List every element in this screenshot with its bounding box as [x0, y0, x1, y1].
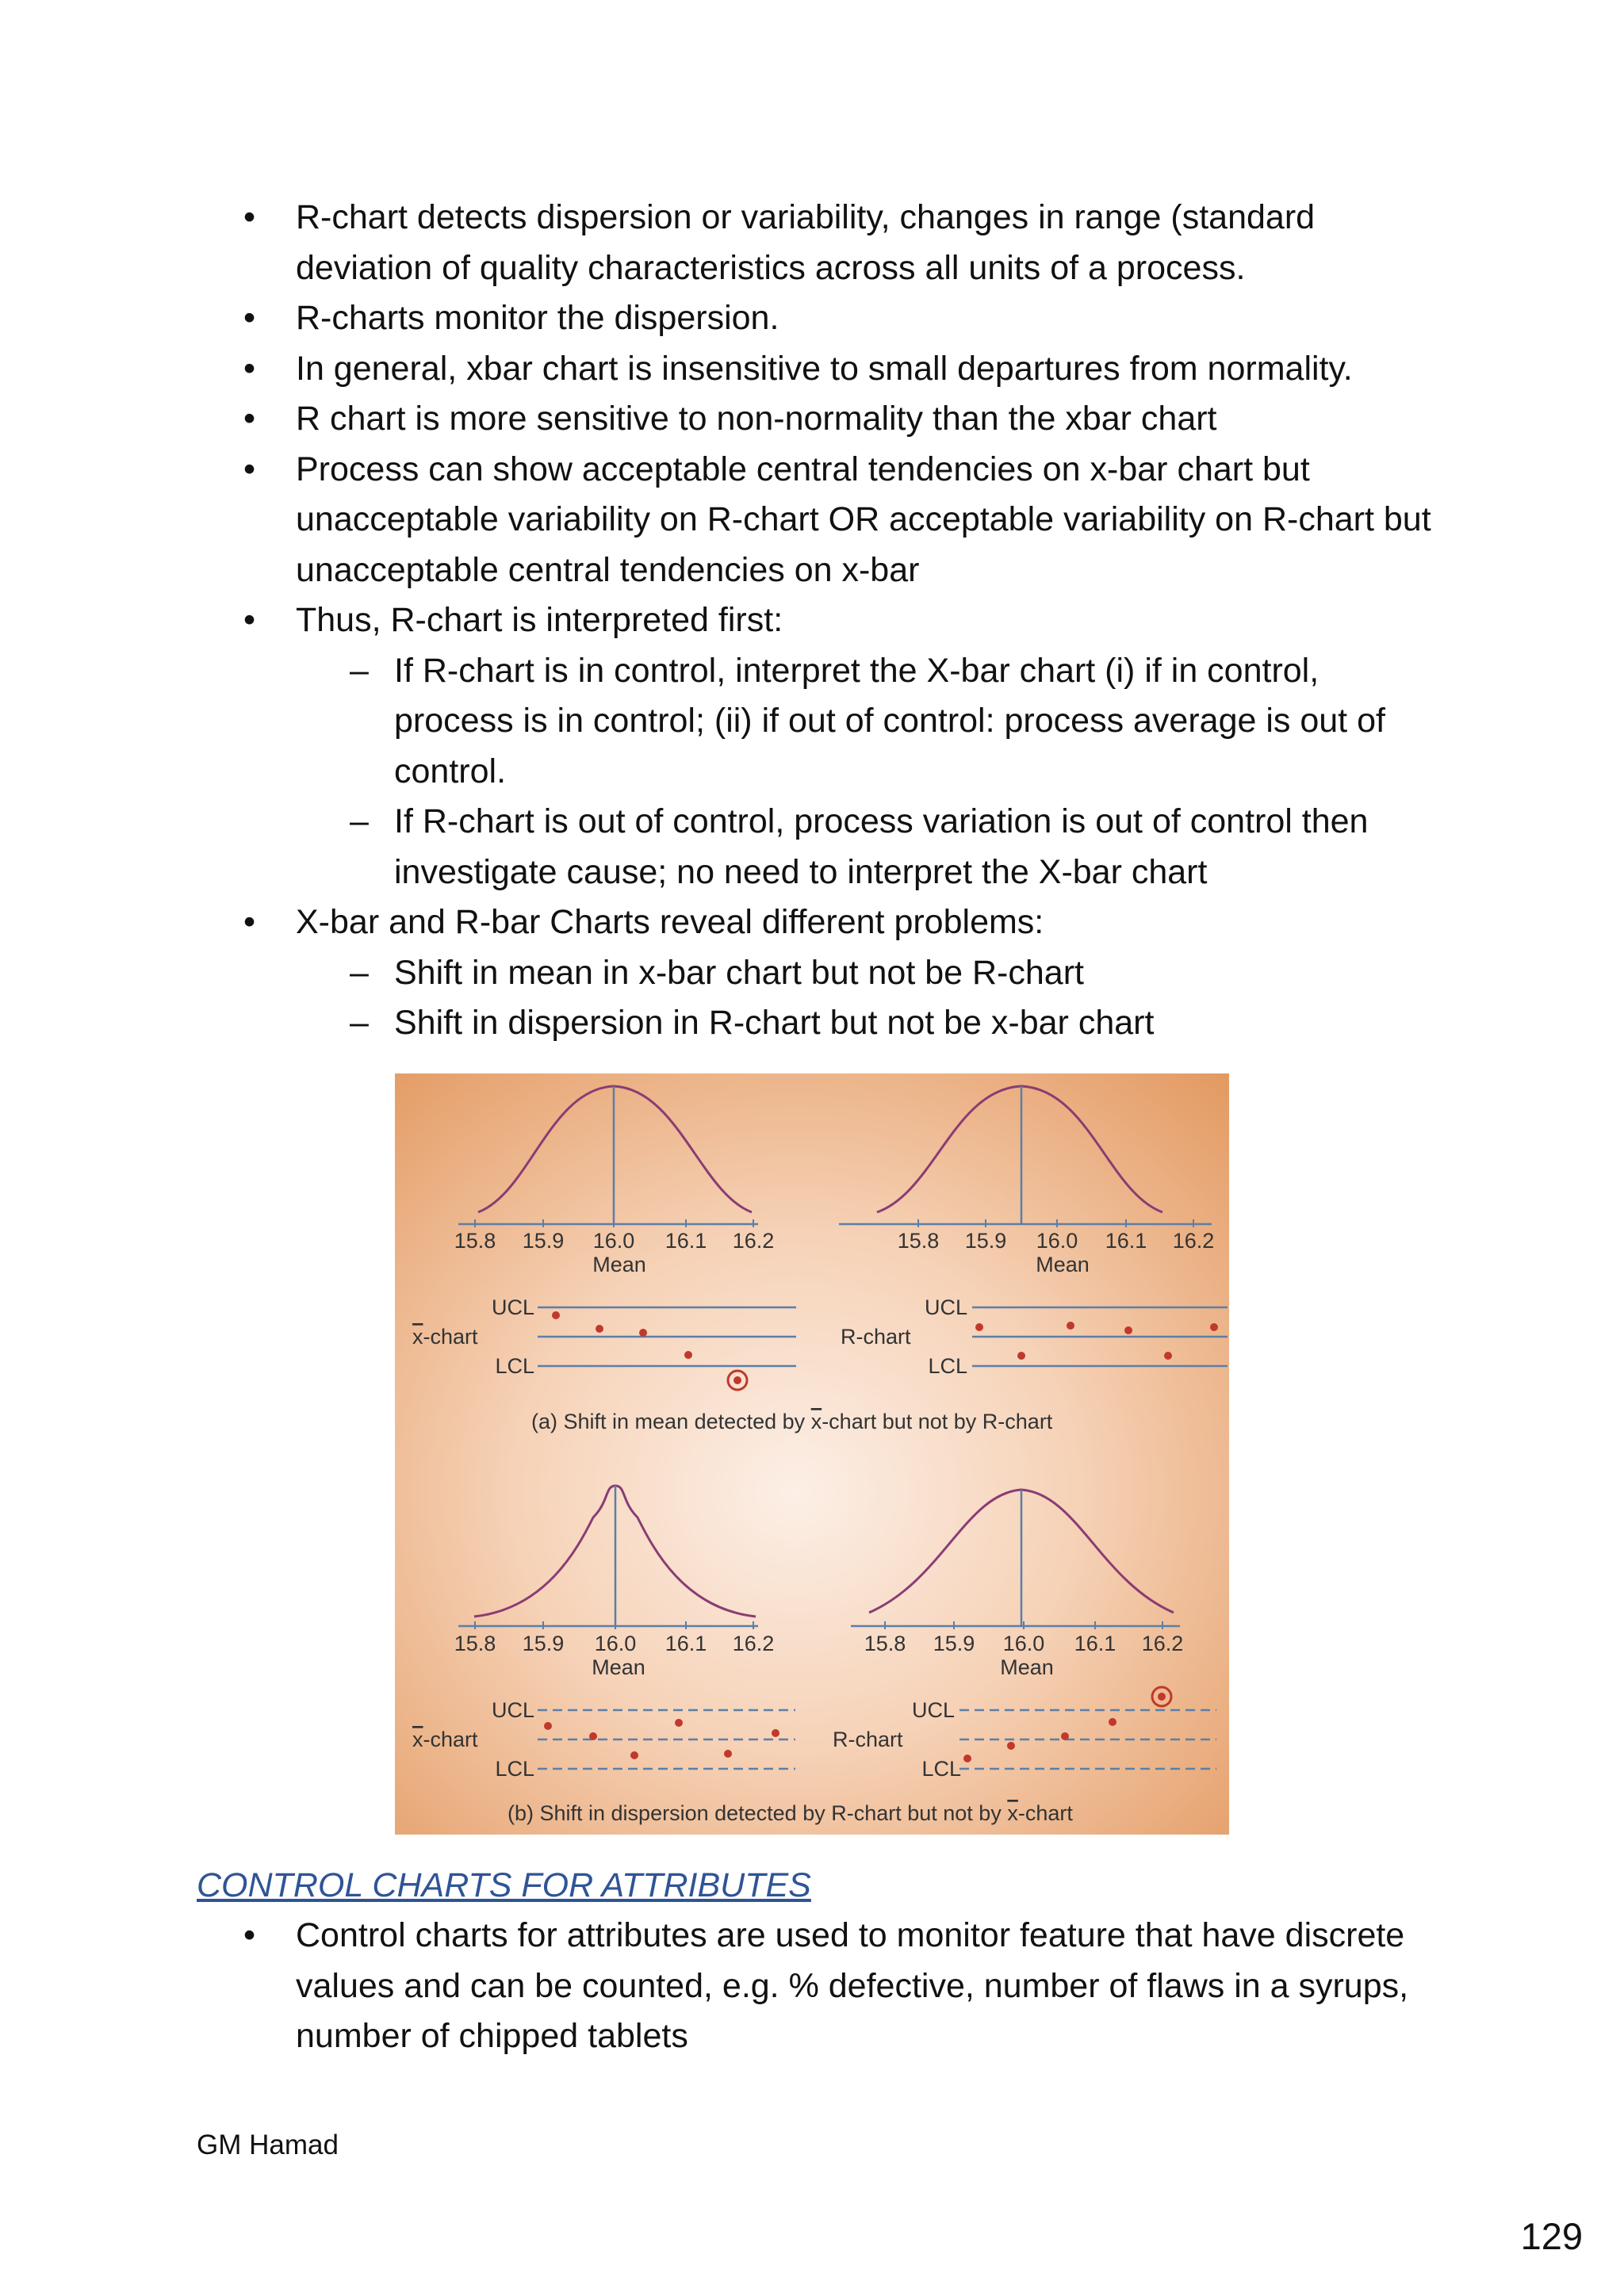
bullet-list-bottom	[242, 1911, 1447, 2062]
xbar-symbol: x	[412, 1728, 423, 1751]
ucl-label: UCL	[491, 1698, 534, 1722]
tick-label: 15.9	[522, 1229, 565, 1253]
lcl-label: LCL	[921, 1757, 961, 1781]
sub-item	[296, 797, 1447, 897]
data-point	[1067, 1322, 1074, 1330]
lcl-label: LCL	[495, 1354, 534, 1378]
data-point	[639, 1329, 647, 1337]
caption-text: -chart but not by R-chart	[822, 1410, 1053, 1433]
tick-label: 16.0	[1002, 1632, 1045, 1655]
sub-item	[296, 646, 1447, 798]
sub-text: Shift in mean in x-bar chart but not be R-chart	[394, 953, 1084, 992]
tick-label: 16.1	[665, 1632, 707, 1655]
r-chart-label: R-chart	[833, 1728, 903, 1751]
sub-item	[296, 998, 1447, 1049]
ucl-label: UCL	[491, 1295, 534, 1319]
axis-label: Mean	[1000, 1655, 1054, 1679]
tick-label: 15.8	[454, 1229, 496, 1253]
xbar-chart-label	[412, 1728, 478, 1751]
tick-label: 16.2	[732, 1632, 775, 1655]
tick-label: 16.0	[592, 1229, 635, 1253]
bullet-item	[242, 344, 1447, 395]
r-chart-label: R-chart	[841, 1325, 911, 1349]
data-point	[963, 1755, 971, 1762]
sub-list	[296, 646, 1447, 898]
data-point	[733, 1376, 741, 1384]
tick-label: 15.8	[454, 1632, 496, 1655]
tick-label: 15.9	[522, 1632, 565, 1655]
section-heading: CONTROL CHARTS FOR ATTRIBUTES	[197, 1866, 811, 1904]
caption-text: -chart	[1017, 1801, 1073, 1825]
axis-label: Mean	[592, 1655, 645, 1679]
sub-item	[296, 948, 1447, 999]
tick-label: 16.2	[1141, 1632, 1184, 1655]
bullet-text: R chart is more sensitive to non-normality than the xbar chart	[296, 400, 1217, 438]
data-point	[1158, 1693, 1166, 1701]
bullet-item	[242, 595, 1447, 897]
data-point	[1007, 1742, 1015, 1750]
chart-suffix: -chart	[423, 1728, 478, 1751]
bullet-item	[242, 293, 1447, 344]
sub-list	[296, 948, 1447, 1049]
bullet-item	[242, 897, 1447, 1049]
bullet-item	[242, 1911, 1447, 2062]
data-point	[544, 1722, 552, 1730]
bullet-text: R-charts monitor the dispersion.	[296, 299, 779, 337]
data-point	[724, 1750, 732, 1758]
xbar-symbol: x	[1007, 1801, 1018, 1825]
tick-label: 15.8	[864, 1632, 906, 1655]
sub-text: If R-chart is out of control, process variation is out of control then investigate cause; no need to interpret the X-bar chart	[394, 802, 1369, 891]
xbar-symbol: x	[412, 1325, 423, 1349]
data-point	[1164, 1352, 1172, 1360]
data-point	[975, 1323, 983, 1331]
data-point	[552, 1311, 560, 1319]
caption-text: (b) Shift in dispersion detected by R-chart but not by	[508, 1801, 1008, 1825]
bullet-text: Thus, R-chart is interpreted first:	[296, 601, 783, 639]
data-point	[684, 1351, 692, 1359]
data-point	[1061, 1732, 1069, 1740]
bullet-list-top	[242, 193, 1447, 1049]
control-chart-figure	[395, 1073, 1229, 1835]
tick-label: 15.9	[964, 1229, 1007, 1253]
bullet-item	[242, 193, 1447, 293]
tick-label: 15.8	[897, 1229, 940, 1253]
data-point	[630, 1751, 638, 1759]
axis-label: Mean	[1036, 1253, 1090, 1276]
tick-label: 16.2	[1172, 1229, 1215, 1253]
lcl-label: LCL	[495, 1757, 534, 1781]
tick-label: 16.1	[665, 1229, 707, 1253]
bullet-item	[242, 445, 1447, 596]
bullet-text: Process can show acceptable central tendencies on x-bar chart but unacceptable variability on R-chart OR acceptable variability on R-chart but unacceptable central tendencies on x-bar	[296, 450, 1431, 589]
caption-a	[531, 1410, 1053, 1433]
bullet-text: R-chart detects dispersion or variability, changes in range (standard deviation of quality characteristics across all units of a process.	[296, 198, 1316, 287]
data-point	[772, 1729, 779, 1737]
sub-text: Shift in dispersion in R-chart but not be x-bar chart	[394, 1004, 1155, 1042]
data-point	[1124, 1326, 1132, 1334]
tick-label: 16.1	[1074, 1632, 1116, 1655]
tick-label: 16.0	[1036, 1229, 1078, 1253]
bullet-item	[242, 394, 1447, 445]
bullet-text: X-bar and R-bar Charts reveal different problems:	[296, 903, 1044, 941]
tick-label: 16.0	[594, 1632, 637, 1655]
control-chart-svg	[395, 1073, 1229, 1835]
tick-label: 15.9	[933, 1632, 975, 1655]
footer-author: GM Hamad	[197, 2130, 339, 2160]
page-number: 129	[1520, 2215, 1583, 2257]
bullet-text: In general, xbar chart is insensitive to small departures from normality.	[296, 349, 1353, 388]
data-point	[589, 1732, 597, 1740]
sub-text: If R-chart is in control, interpret the X-bar chart (i) if in control, process is in control; (ii) if out of control: process average is out of control.	[394, 651, 1385, 790]
xbar-symbol: x	[810, 1410, 822, 1433]
bullet-text: Control charts for attributes are used to monitor feature that have discrete values and can be counted, e.g. % defective, number of flaws in a syrups, number of chipped tablets	[296, 1916, 1409, 2055]
xbar-chart-label	[412, 1325, 478, 1349]
ucl-label: UCL	[924, 1295, 967, 1319]
data-point	[675, 1719, 683, 1727]
data-point	[1109, 1718, 1116, 1726]
ucl-label: UCL	[911, 1698, 955, 1722]
data-point	[1017, 1352, 1025, 1360]
chart-suffix: -chart	[423, 1325, 478, 1349]
tick-label: 16.2	[732, 1229, 775, 1253]
caption-b	[508, 1801, 1073, 1825]
data-point	[596, 1325, 603, 1333]
caption-text: (a) Shift in mean detected by	[531, 1410, 811, 1433]
tick-label: 16.1	[1105, 1229, 1147, 1253]
lcl-label: LCL	[928, 1354, 967, 1378]
axis-label: Mean	[592, 1253, 646, 1276]
data-point	[1210, 1323, 1218, 1331]
